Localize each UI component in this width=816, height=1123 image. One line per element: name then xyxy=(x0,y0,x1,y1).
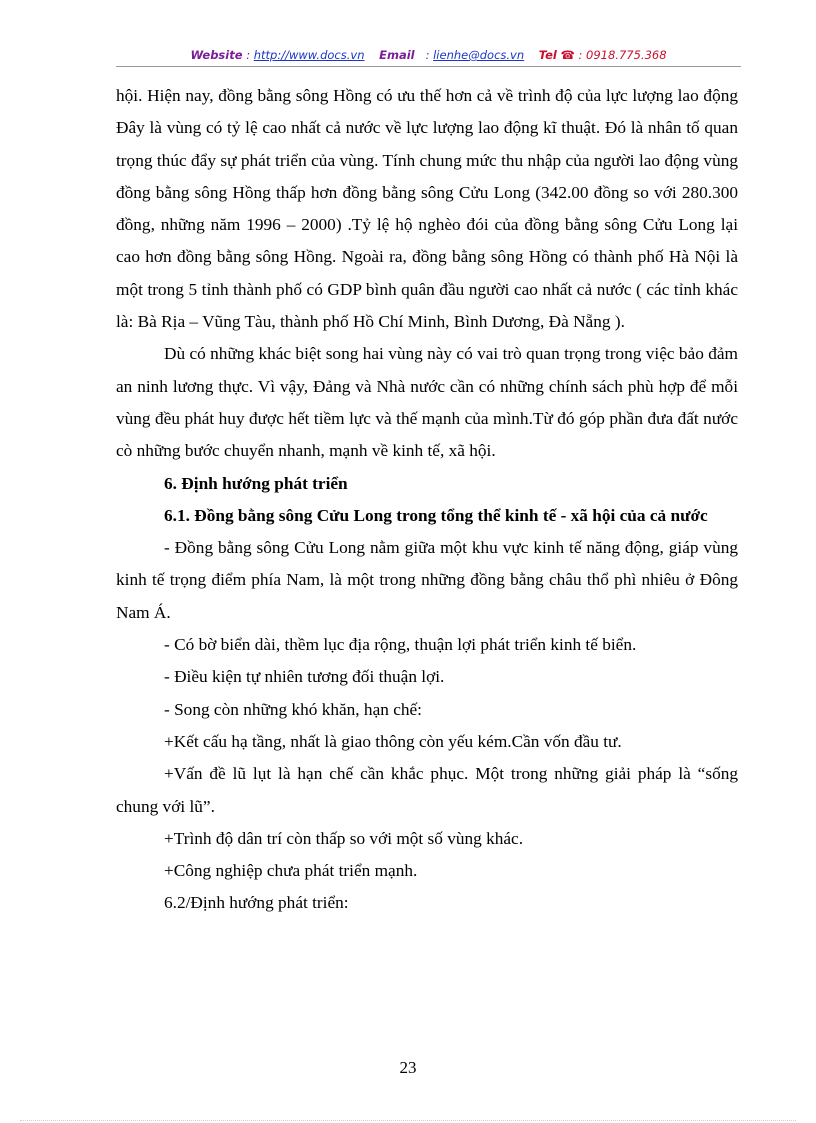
list-item: - Đồng bằng sông Cửu Long nằm giữa một khu vực kinh tế năng động, giáp vùng kinh tế trọng điểm phía Nam, là một trong những đồng bằng châu thổ phì nhiêu ở Đông Nam Á. xyxy=(116,538,738,622)
phone-number: 0918.775.368 xyxy=(586,48,667,62)
list-item: +Trình độ dân trí còn thấp so với một số vùng khác. xyxy=(164,828,524,848)
list-item: +Kết cấu hạ tầng, nhất là giao thông còn yếu kém.Cần vốn đầu tư. xyxy=(164,731,622,751)
list-item: +Vấn đề lũ lụt là hạn chế cần khắc phục. Một trong những giải pháp là “sống chung với lũ”. xyxy=(116,764,738,816)
subsection-heading: 6.1. Đồng bằng sông Cửu Long trong tổng thể kinh tế - xã hội của cả nước xyxy=(164,505,708,525)
paragraph-comparison: hội. Hiện nay, đồng bằng sông Hồng có ưu thế hơn cả về trình độ của lực lượng lao động Đây là vùng có tỷ lệ cao nhất cả nước về lực lượng lao động kĩ thuật. Đó là nhân tố quan trọng thúc đẩy sự phát triển của vùng. Tính chung mức thu nhập của người lao động vùng đồng bằng sông Hồng thấp hơn đồng bằng sông Cửu Long (342.00 đồng so với 280.300 đồng, những năm 1996 – 2000) .Tỷ lệ hộ nghèo đói của đồng bằng sông Cửu Long lại cao hơn đồng bằng sông Hồng. Ngoài ra, đồng bằng sông Hồng có thành phố Hà Nội là một trong 5 tỉnh thành phố có GDP bình quân đầu người cao nhất cả nước ( các tỉnh khác là: Bà Rịa – Vũng Tàu, thành phố Hồ Chí Minh, Bình Dương, Đà Nẵng ). xyxy=(116,86,738,332)
website-link[interactable]: http://www.docs.vn xyxy=(253,48,365,62)
phone-icon: ☎ xyxy=(560,48,575,62)
document-body xyxy=(116,80,738,920)
section-heading: 6. Định hướng phát triển xyxy=(164,473,348,493)
paragraph-conclusion: Dù có những khác biệt song hai vùng này có vai trò quan trọng trong việc bảo đảm an ninh lương thực. Vì vậy, Đảng và Nhà nước cần có những chính sách phù hợp để mỗi vùng đều phát huy được hết tiềm lực và thế mạnh của mình.Từ đó góp phần đưa đất nước cò những bước chuyển nhanh, mạnh về kinh tế, xã hội. xyxy=(116,344,738,461)
list-item: - Điều kiện tự nhiên tương đối thuận lợi. xyxy=(164,667,445,687)
page-header: Website : http://www.docs.vn Email : lienhe@docs.vn Tel ☎ : 0918.775.368 xyxy=(190,48,667,62)
website-label: Website xyxy=(190,48,243,62)
subsection-heading-2: 6.2/Định hướng phát triển: xyxy=(164,893,349,913)
page-number: 23 xyxy=(399,1058,417,1077)
tel-label: Tel xyxy=(538,48,557,62)
email-label: Email xyxy=(379,48,415,62)
list-item: - Có bờ biển dài, thềm lục địa rộng, thuận lợi phát triển kinh tế biển. xyxy=(164,635,637,655)
list-item: +Công nghiệp chưa phát triển mạnh. xyxy=(164,861,418,881)
email-link[interactable]: lienhe@docs.vn xyxy=(433,48,525,62)
page-bottom-border xyxy=(20,1120,796,1121)
header-divider xyxy=(116,66,741,67)
list-item: - Song còn những khó khăn, hạn chế: xyxy=(164,699,422,719)
